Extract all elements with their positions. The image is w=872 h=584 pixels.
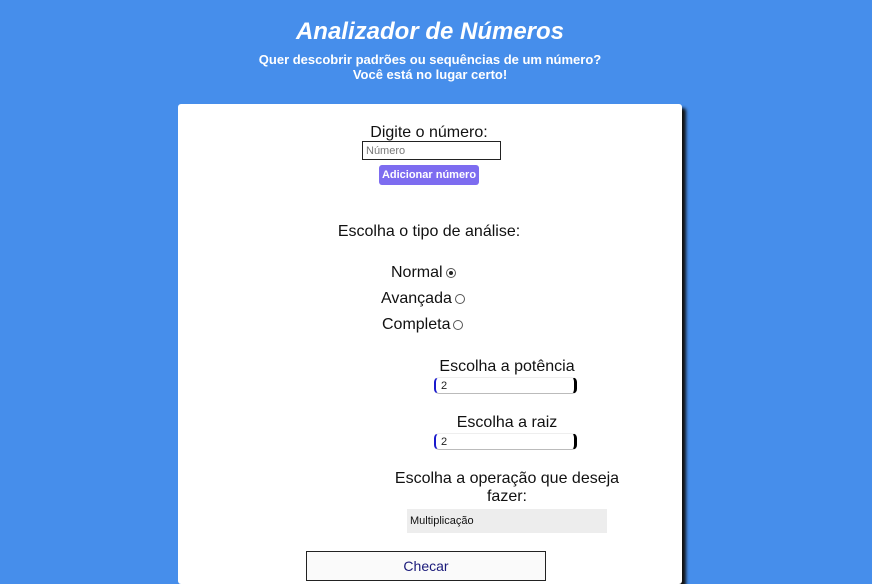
analysis-option-completa[interactable]: [382, 316, 463, 334]
analysis-option-label: Avançada: [381, 290, 452, 307]
power-label: Escolha a potência: [439, 358, 575, 375]
analysis-option-label: Normal: [391, 264, 443, 281]
analysis-option-normal[interactable]: [391, 264, 456, 282]
page-title: Analizador de Números: [295, 18, 565, 45]
root-input[interactable]: [434, 433, 577, 450]
power-input[interactable]: [434, 377, 577, 394]
analysis-type-label: Escolha o tipo de análise:: [337, 223, 521, 240]
operation-select[interactable]: Multiplicação: [407, 509, 607, 533]
page-subtitle: Quer descobrir padrões ou sequências de um número?: [258, 52, 602, 67]
root-field: [434, 433, 577, 450]
number-label: Digite o número:: [370, 124, 488, 141]
radio-avancada[interactable]: [455, 294, 465, 304]
analyzer-card: [178, 104, 682, 584]
check-button[interactable]: Checar: [306, 551, 546, 581]
operation-label-2: fazer:: [486, 488, 527, 505]
add-number-button[interactable]: Adicionar número: [379, 165, 479, 185]
power-field: [434, 377, 577, 394]
root-label: Escolha a raiz: [456, 414, 558, 431]
radio-normal[interactable]: [446, 268, 456, 278]
analysis-option-label: Completa: [382, 316, 451, 333]
page-subtitle-2: Você está no lugar certo!: [352, 67, 508, 82]
radio-completa[interactable]: [453, 320, 463, 330]
operation-label: Escolha a operação que deseja: [394, 470, 620, 487]
number-input[interactable]: [362, 141, 501, 160]
analysis-option-avancada[interactable]: [381, 290, 465, 308]
